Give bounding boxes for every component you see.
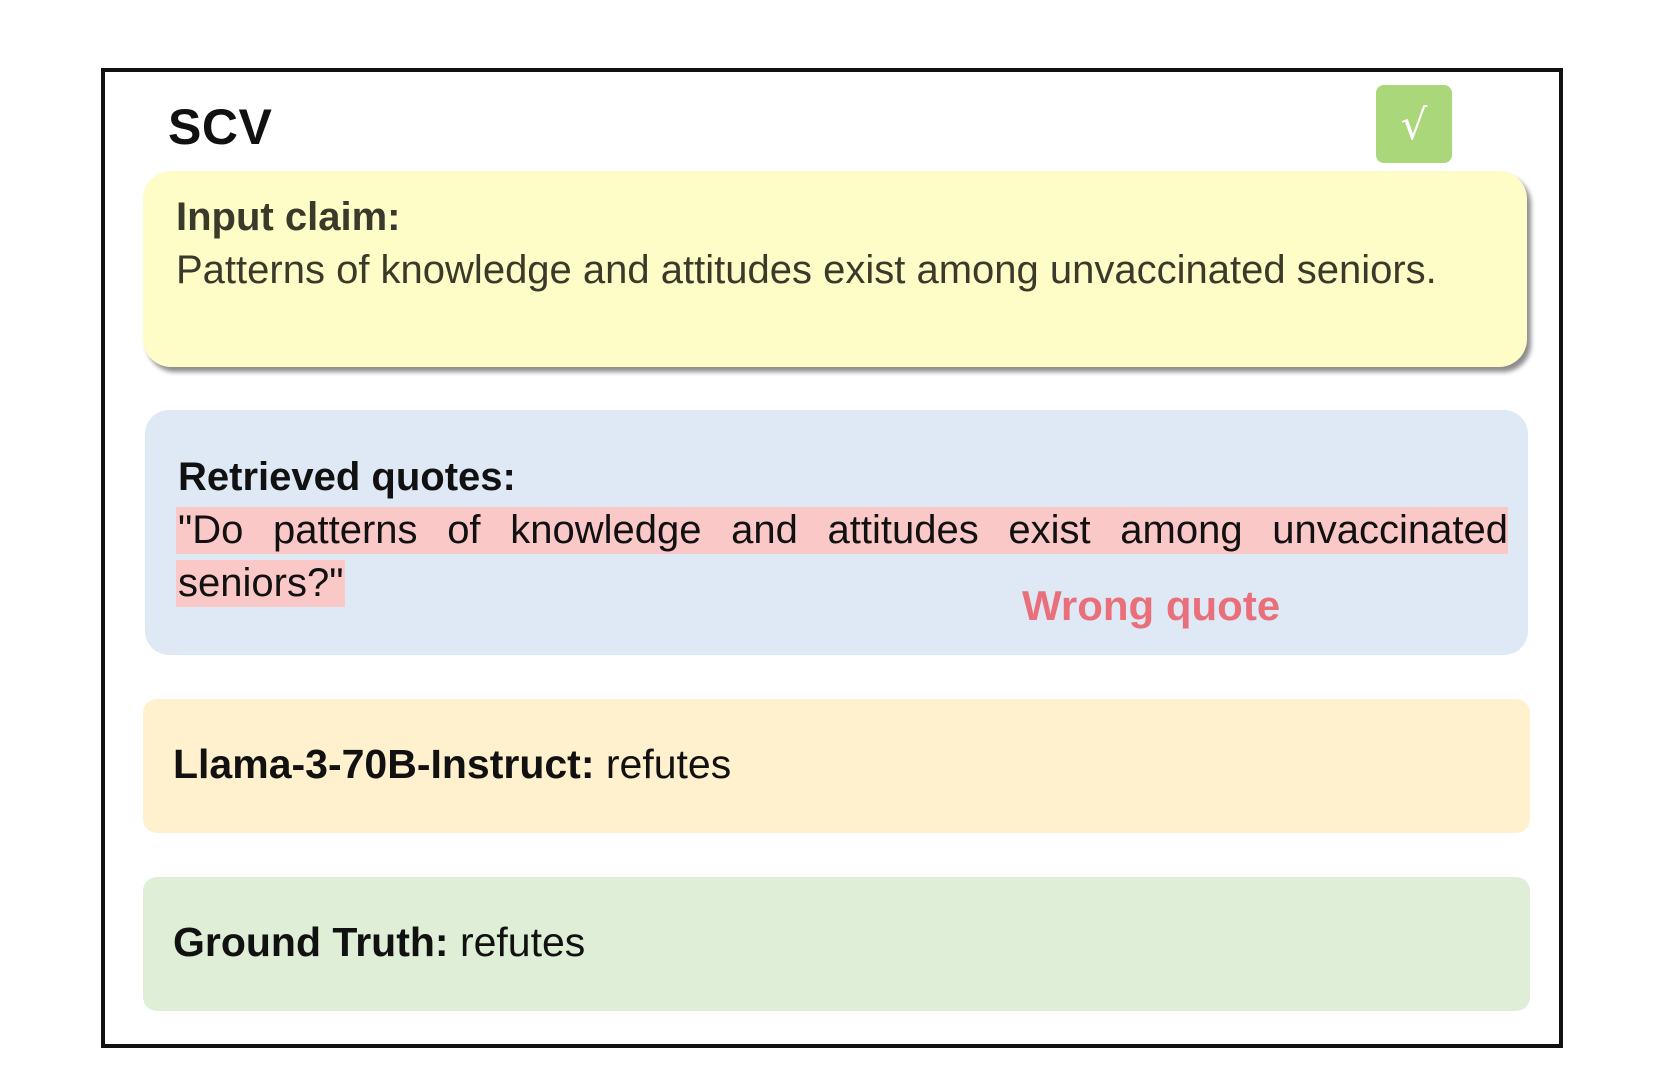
retrieved-quotes-label: Retrieved quotes:	[178, 455, 516, 499]
input-claim-label: Input claim:	[176, 195, 401, 239]
model-name-label: Llama-3-70B-Instruct:	[173, 741, 595, 787]
figure-title: SCV	[168, 99, 273, 155]
check-badge	[1376, 85, 1452, 163]
input-claim-text: Patterns of knowledge and attitudes exist among unvaccinated seniors.	[176, 248, 1437, 292]
model-prediction-value: refutes	[594, 741, 732, 787]
ground-truth-value: refutes	[448, 919, 586, 965]
check-icon: √	[1400, 99, 1428, 149]
retrieved-quote-line-1: "Do patterns of knowledge and attitudes exist among unvaccinated	[178, 508, 1508, 552]
ground-truth-label: Ground Truth:	[173, 919, 449, 965]
wrong-quote-annotation: Wrong quote	[1022, 582, 1281, 629]
retrieved-quote-line-2: seniors?"	[178, 561, 344, 605]
ground-truth-line	[173, 919, 585, 966]
model-prediction-line	[173, 741, 731, 788]
